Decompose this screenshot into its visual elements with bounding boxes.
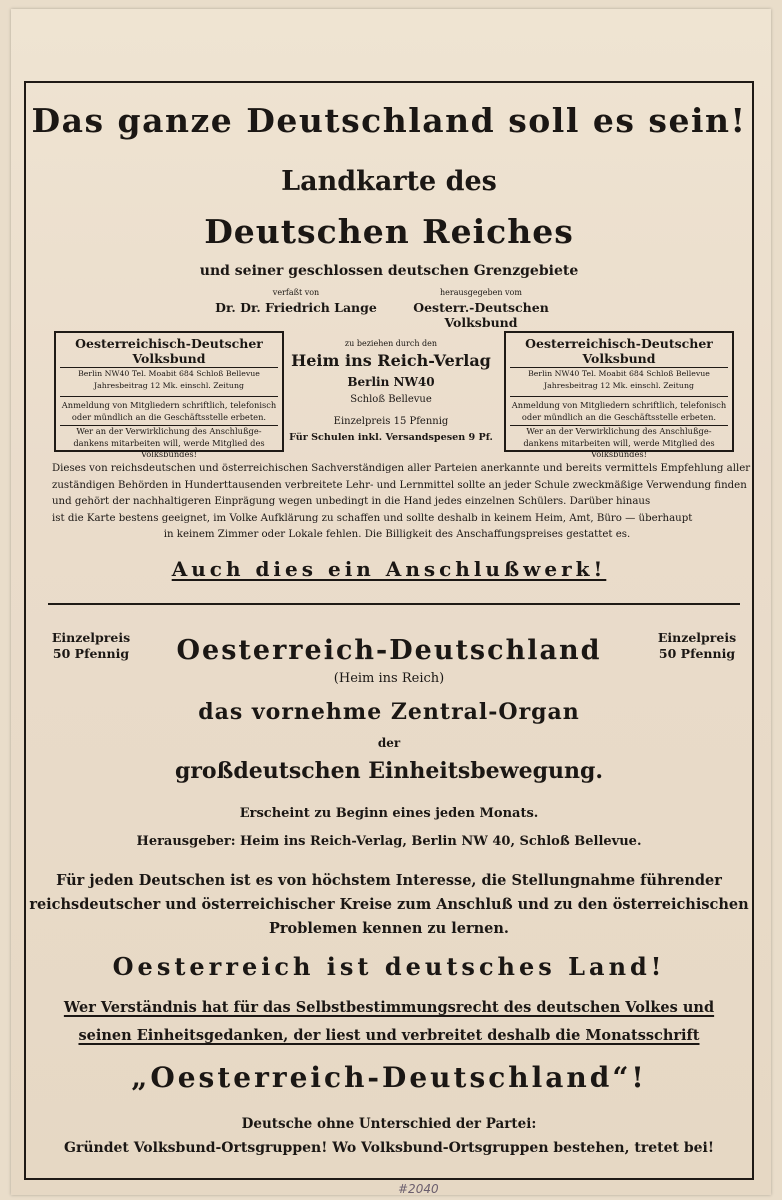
description-paragraph: [52, 461, 751, 544]
school-price: Für Schulen inkl. Versandspesen 9 Pf.: [289, 432, 493, 443]
journal-line1: das vornehme Zentral-Organ: [198, 699, 580, 725]
map-title-line1: Landkarte des: [281, 166, 497, 197]
understanding-line: [24, 1022, 754, 1050]
box-line: Wer an der Verwirklichung des Anschlußge-: [510, 425, 728, 438]
journal-publisher: Herausgeber: Heim ins Reich-Verlag, Berlin NW 40, Schloß Bellevue.: [136, 834, 642, 849]
box-line: Volksbundes!: [141, 449, 197, 459]
interest-line: reichsdeutscher und österreichischer Kreise zum Anschluß und zu den österreichischen: [29, 896, 749, 913]
author-name: Dr. Dr. Friedrich Lange: [215, 300, 377, 315]
understanding-paragraph: [24, 994, 754, 1050]
price-caption: Einzelpreis: [657, 630, 737, 645]
understanding-text: Wer Verständnis hat für das Selbstbestimmungsrecht des deutschen Volkes und: [63, 999, 715, 1016]
footer-line1: Deutsche ohne Unterschied der Partei:: [241, 1116, 537, 1132]
box-line: dankens mitarbeiten will, werde Mitglied des: [73, 437, 265, 448]
price-caption: Einzelpreis: [51, 630, 131, 645]
slogan-oesterreich: Oesterreich ist deutsches Land!: [112, 952, 666, 981]
box-address: Berlin NW40 Tel. Moabit 684 Schloß Bellevue: [78, 369, 260, 378]
map-title-line2: Deutschen Reiches: [204, 212, 574, 251]
box-fee: Jahresbeitrag 12 Mk. einschl. Zeitung: [544, 381, 694, 390]
box-line: Wer an der Verwirklichung des Anschlußge-: [60, 425, 278, 438]
box-title: Oesterreichisch-Deutscher Volksbund: [510, 336, 728, 368]
box-line: dankens mitarbeiten will, werde Mitglied des: [523, 437, 715, 448]
journal-appears: Erscheint zu Beginn eines jeden Monats.: [239, 806, 539, 821]
footer-line2: Gründet Volksbund-Ortsgruppen! Wo Volksbund-Ortsgruppen bestehen, tretet bei!: [64, 1140, 714, 1156]
box-title: Oesterreichisch-Deutscher Volksbund: [60, 336, 278, 368]
verlag-city: Berlin NW40: [347, 375, 435, 389]
box-line: Anmeldung von Mitgliedern schriftlich, telefonisch: [511, 400, 727, 410]
author-caption: verfaßt von: [272, 288, 320, 297]
box-address: Berlin NW40 Tel. Moabit 684 Schloß Bellevue: [528, 369, 710, 378]
box-line: Volksbundes!: [591, 449, 647, 459]
interest-line: Problemen kennen zu lernen.: [269, 920, 509, 937]
description-line: ist die Karte bestens geeignet, im Volke Aufklärung zu schaffen und sollte deshalb in keinem Heim, Amt, Büro — überhaupt: [52, 512, 693, 524]
publisher-caption: herausgegeben vom: [440, 288, 522, 297]
monthly-title: „Oesterreich-Deutschland“!: [131, 1061, 647, 1094]
understanding-text: seinen Einheitsgedanken, der liest und verbreitet deshalb die Monatsschrift: [78, 1027, 700, 1044]
box-line: Anmeldung von Mitgliedern schriftlich, telefonisch: [61, 400, 277, 410]
center-line1: zu beziehen durch den: [344, 339, 438, 348]
map-price: Einzelpreis 15 Pfennig: [333, 416, 449, 427]
journal-title: Oesterreich-Deutschland: [176, 635, 602, 666]
verlag-name: Heim ins Reich-Verlag: [291, 351, 491, 370]
journal-line3: großdeutschen Einheitsbewegung.: [174, 758, 604, 784]
volksbund-box-right: [504, 331, 734, 459]
map-subtitle: und seiner geschlossen deutschen Grenzgebiete: [199, 263, 579, 279]
main-title: Das ganze Deutschland soll es sein!: [31, 101, 747, 140]
description-line: zuständigen Behörden in Hunderttausenden verbreitete Lehr- und Lernmittel sollte an jeder Schule zweckmäßige Verwendung finden: [52, 479, 747, 491]
slogan-text: Auch dies ein Anschlußwerk!: [171, 557, 607, 581]
journal-subtitle: (Heim ins Reich): [333, 671, 445, 686]
box-line: oder mündlich an die Geschäftsstelle erbeten.: [71, 411, 267, 422]
price-value: 50 Pfennig: [658, 646, 736, 661]
section-divider: [48, 603, 740, 605]
box-line: oder mündlich an die Geschäftsstelle erbeten.: [521, 411, 717, 422]
understanding-line: [24, 994, 754, 1022]
slogan-anschlusswerk: [24, 557, 754, 581]
box-fee: Jahresbeitrag 12 Mk. einschl. Zeitung: [94, 381, 244, 390]
poster-sheet: [11, 9, 771, 1195]
interest-paragraph: [24, 869, 754, 941]
price-value: 50 Pfennig: [52, 646, 130, 661]
publisher-name: Oesterr.-Deutschen Volksbund: [413, 300, 549, 330]
journal-line2: der: [377, 736, 401, 750]
archive-number-stamp: #2040: [398, 1182, 439, 1196]
verlag-address: Schloß Bellevue: [350, 394, 432, 405]
interest-line: Für jeden Deutschen ist es von höchstem Interesse, die Stellungnahme führender: [56, 872, 722, 889]
description-line: in keinem Zimmer oder Lokale fehlen. Die Billigkeit des Anschaffungspreises gestattet es.: [163, 529, 631, 540]
description-line: und gehört der nachhaltigeren Einprägung wegen unbedingt in die Hand jedes einzelnen Schülers. Darüber hinaus: [52, 496, 651, 507]
volksbund-box-left: [54, 331, 284, 459]
description-line: Dieses von reichsdeutschen und österreichischen Sachverständigen aller Parteien anerkannte und bereits vermittels Empfehlung aller: [52, 463, 751, 474]
